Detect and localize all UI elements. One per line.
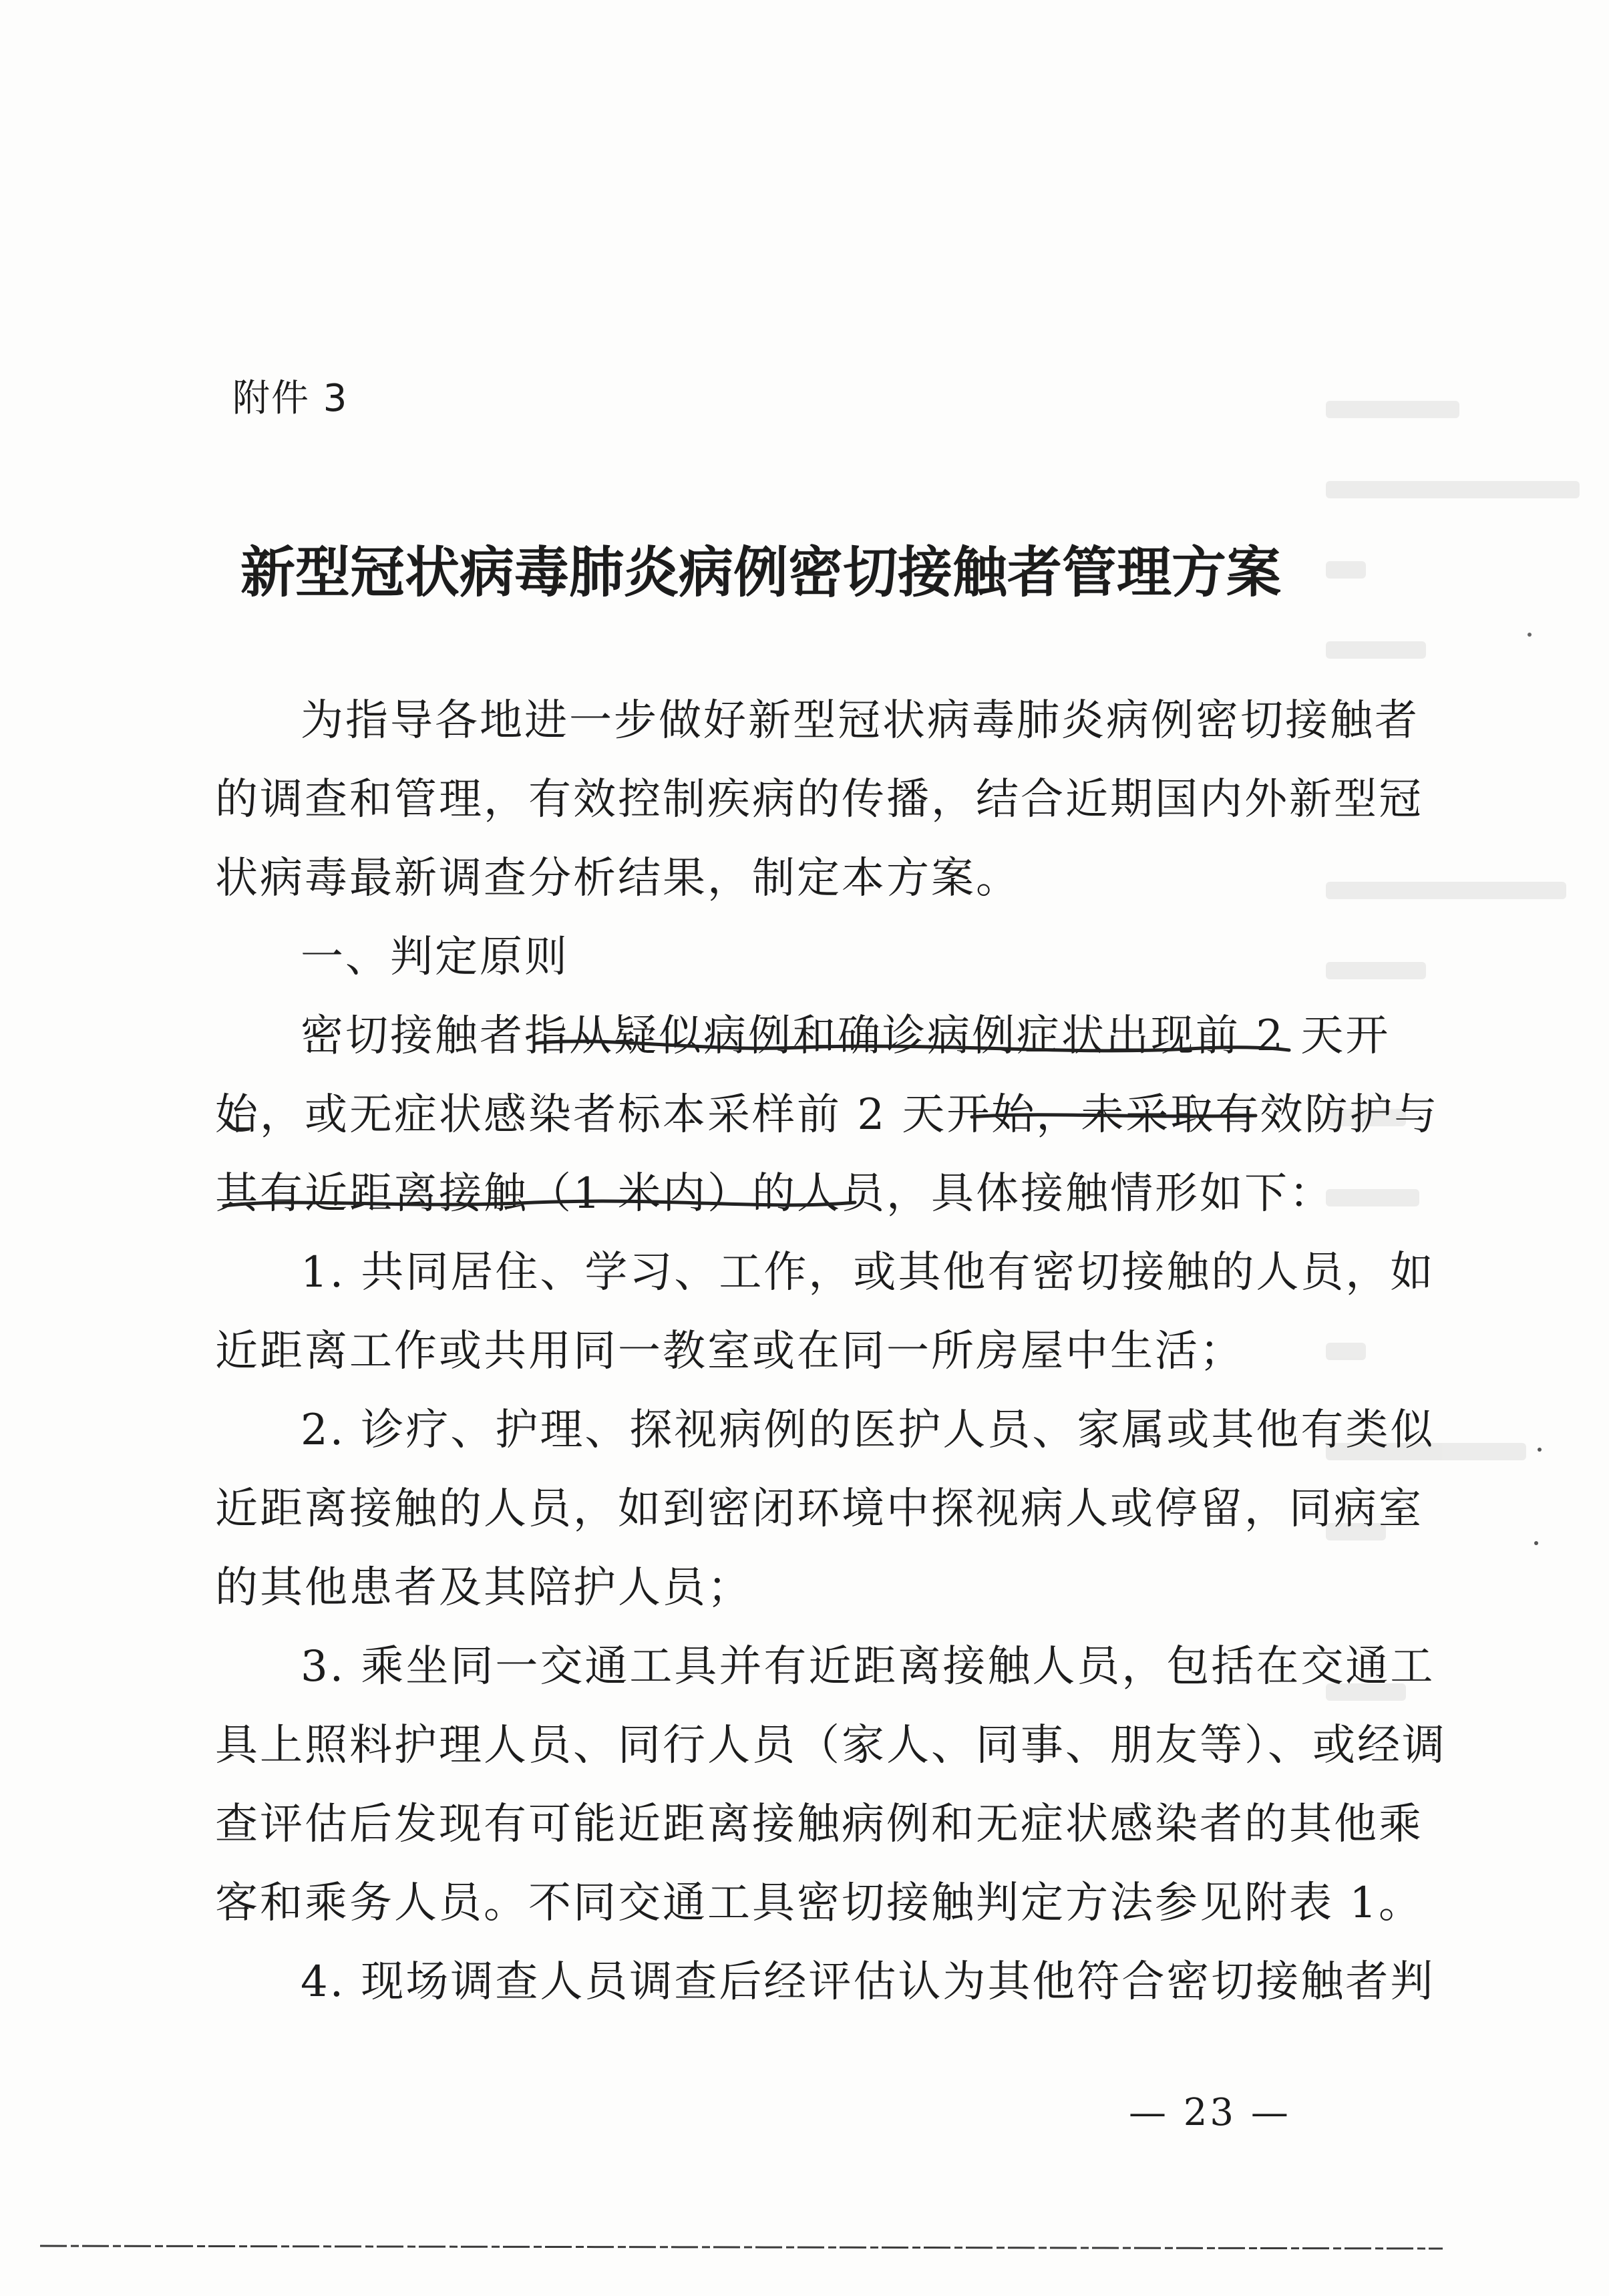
list-item-line: 的其他患者及其陪护人员；	[215, 1563, 752, 1613]
section-heading: 一、判定原则	[301, 933, 569, 982]
list-item-line: 3. 乘坐同一交通工具并有近距离接触人员，包括在交通工	[301, 1642, 1435, 1691]
list-item-line: 客和乘务人员。不同交通工具密切接触判定方法参见附表 1。	[215, 1878, 1424, 1928]
list-item-line: 具上照料护理人员、同行人员（家人、同事、朋友等）、或经调	[215, 1721, 1447, 1770]
scanner-edge-line	[40, 2246, 1443, 2249]
list-item-line: 查评估后发现有可能近距离接触病例和无症状感染者的其他乘	[215, 1800, 1423, 1849]
list-item-line: 2. 诊疗、护理、探视病例的医护人员、家属或其他有类似	[301, 1406, 1435, 1455]
paragraph-line: 其有近距离接触（1 米内）的人员，具体接触情形如下：	[215, 1169, 1334, 1218]
list-item-line: 近距离工作或共用同一教室或在同一所房屋中生活；	[215, 1327, 1244, 1376]
paragraph-line: 为指导各地进一步做好新型冠状病毒肺炎病例密切接触者	[301, 696, 1419, 746]
list-item-line: 近距离接触的人员，如到密闭环境中探视病人或停留，同病室	[215, 1484, 1423, 1534]
document-body	[215, 681, 1447, 2021]
paragraph-line: 状病毒最新调查分析结果，制定本方案。	[215, 854, 1021, 903]
list-item-line: 4. 现场调查人员调查后经评估认为其他符合密切接触者判	[301, 1957, 1435, 2007]
attachment-label: 附件 3	[232, 377, 349, 420]
bleed-through-text	[1326, 401, 1606, 1937]
paragraph-line: 始，或无症状感染者标本采样前 2 天开始，未采取有效防护与	[215, 1090, 1439, 1140]
document-title: 新型冠状病毒肺炎病例密切接触者管理方案	[240, 541, 1282, 605]
paragraph-line: 的调查和管理，有效控制疾病的传播，结合近期国内外新型冠	[215, 775, 1423, 824]
page-number: — 23 —	[1129, 2091, 1291, 2134]
list-item-line: 1. 共同居住、学习、工作，或其他有密切接触的人员，如	[301, 1248, 1435, 1297]
paragraph-line: 密切接触者指从疑似病例和确诊病例症状出现前 2 天开	[301, 1011, 1391, 1061]
